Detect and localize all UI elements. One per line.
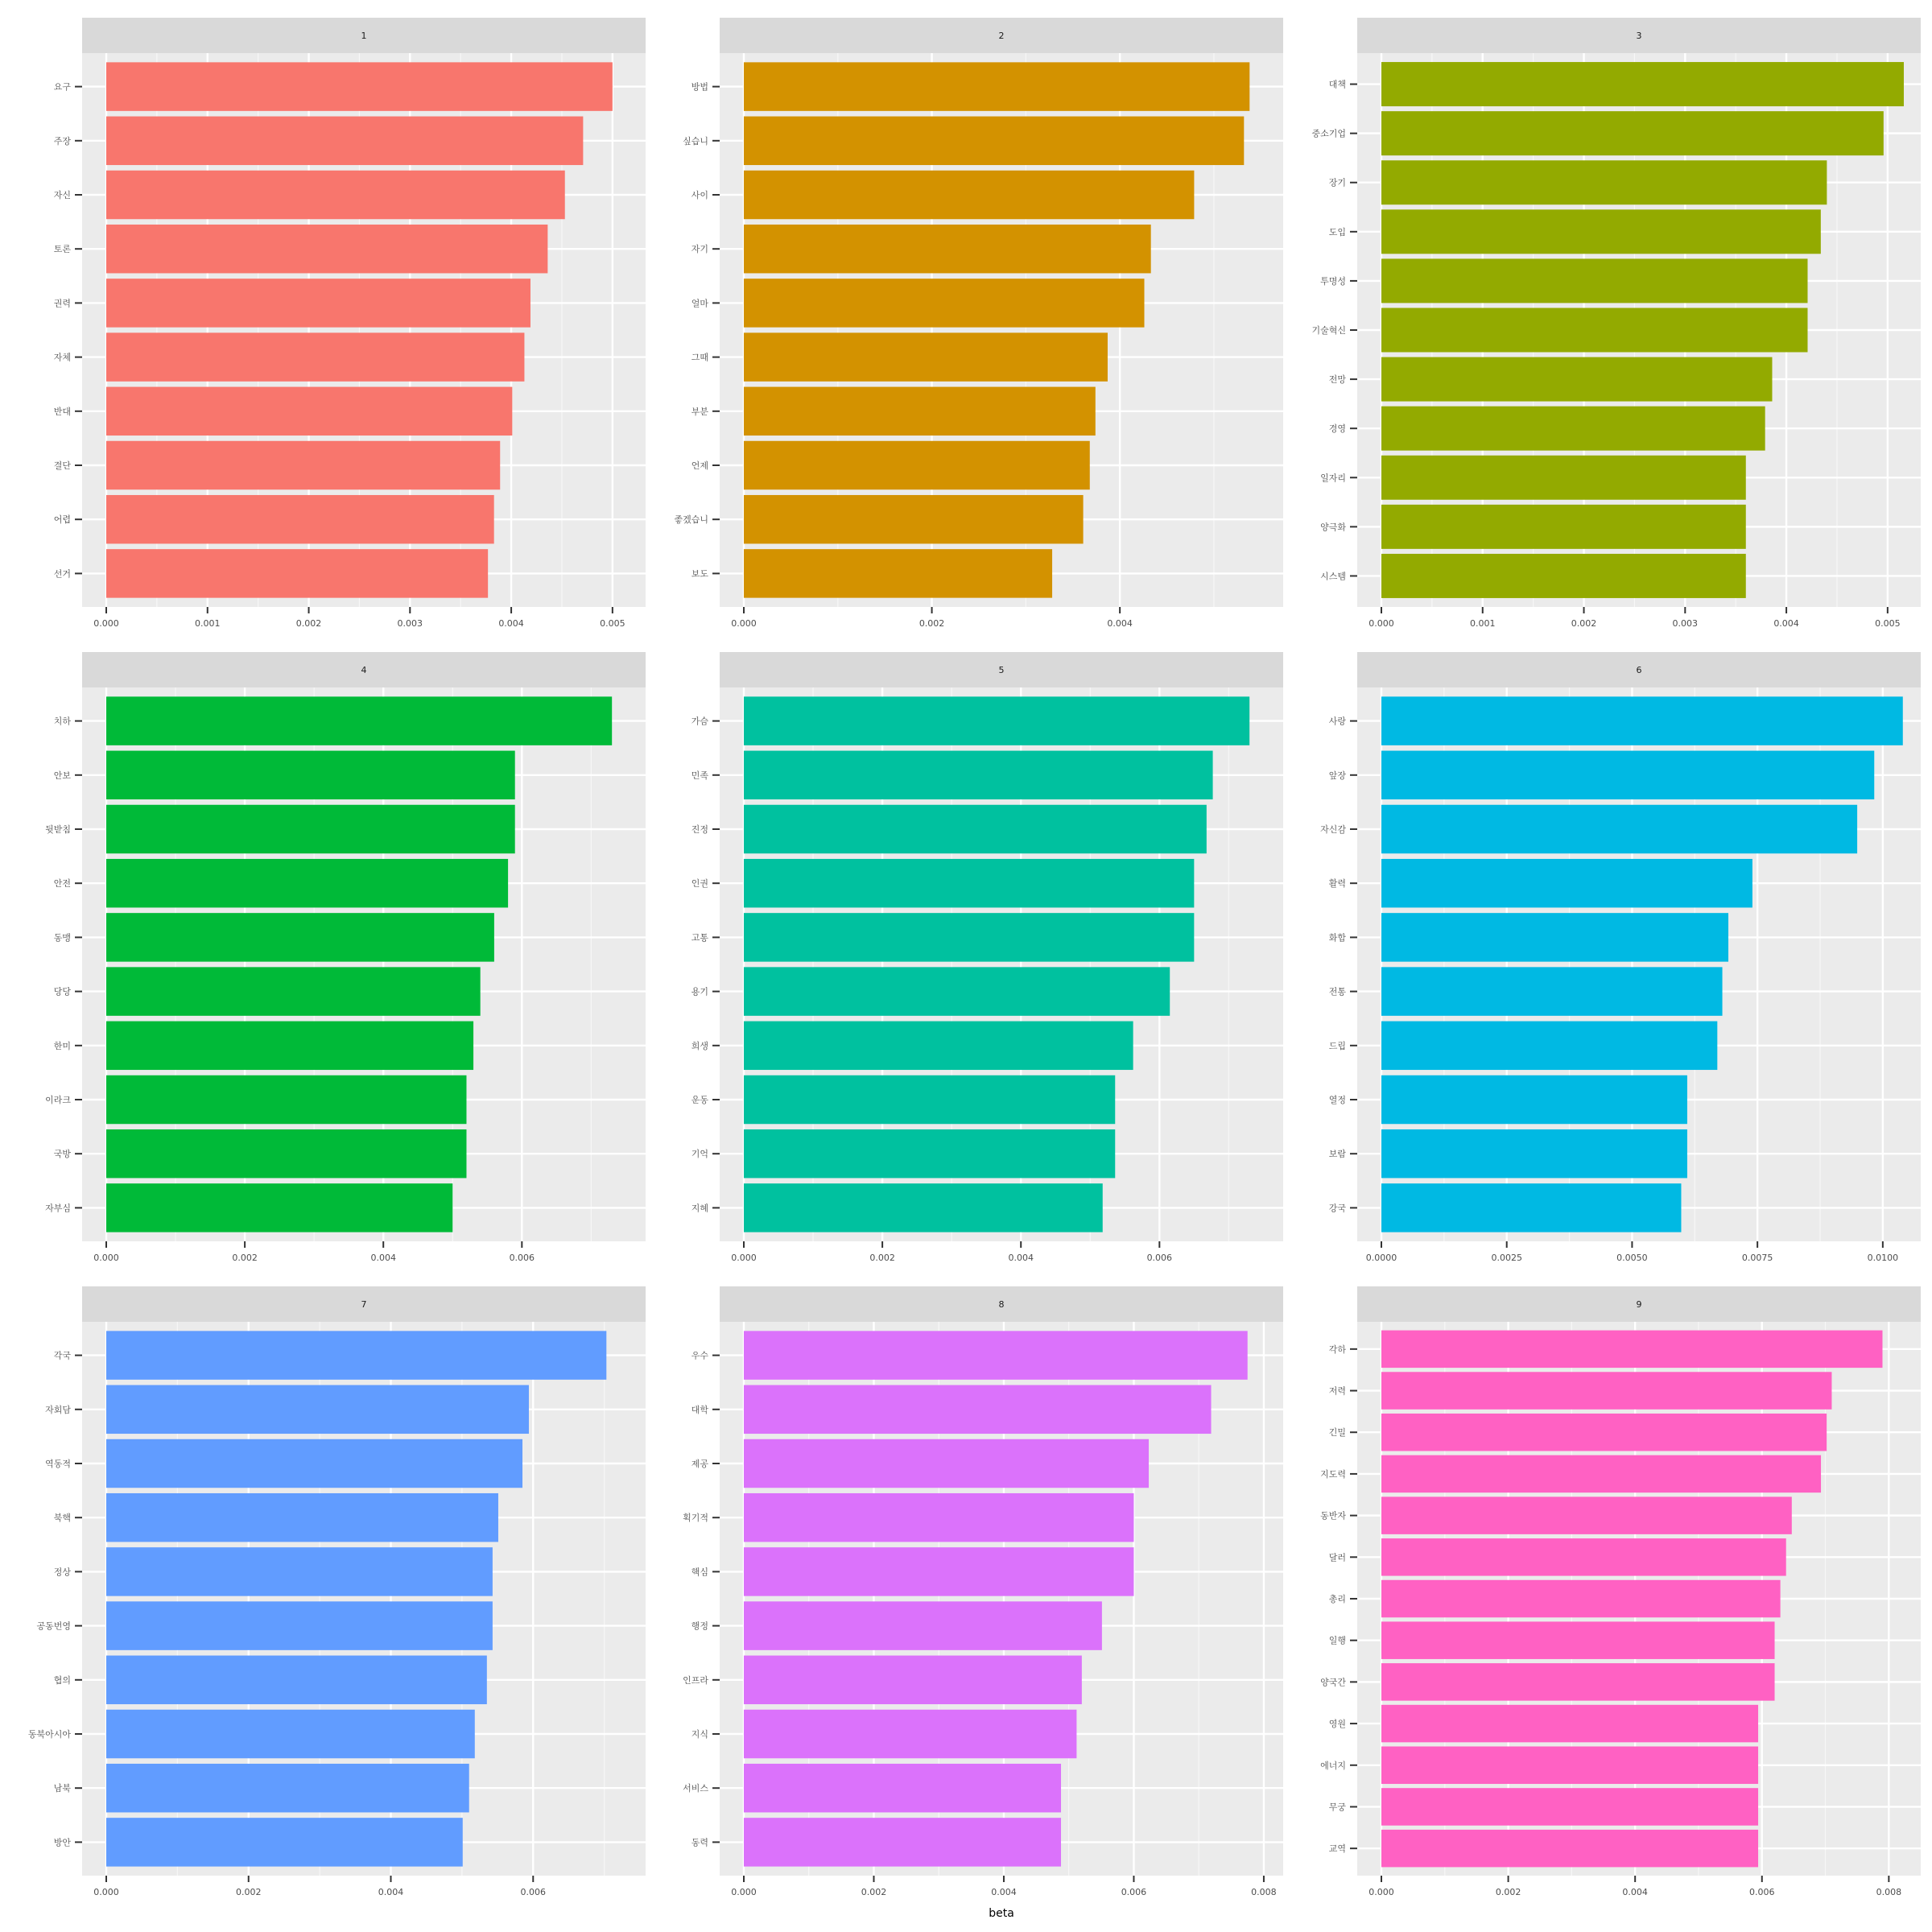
x-tick-label: 0.000 (1368, 618, 1394, 629)
facet-strip-label: 8 (998, 1299, 1005, 1310)
bar-핵심 (744, 1547, 1133, 1596)
facet-strip-label: 6 (1636, 665, 1642, 675)
y-tick-label: 고통 (691, 932, 708, 943)
bar-부분 (744, 387, 1096, 436)
bar-저력 (1381, 1372, 1831, 1410)
facet-panels (28, 18, 1921, 1897)
y-tick-label: 뒷받침 (45, 824, 71, 835)
x-tick-label: 0.006 (520, 1887, 547, 1897)
bar-기억 (744, 1129, 1115, 1178)
x-tick-label: 0.002 (1571, 618, 1597, 629)
x-tick-label: 0.002 (861, 1887, 887, 1897)
y-tick-label: 동맹 (53, 932, 71, 943)
y-tick-label: 전통 (1328, 986, 1346, 997)
x-tick-label: 0.0025 (1491, 1253, 1522, 1263)
y-tick-label: 강국 (1328, 1203, 1346, 1214)
bar-자부심 (106, 1183, 452, 1232)
x-tick-label: 0.000 (731, 1253, 757, 1263)
y-tick-label: 지도력 (1320, 1468, 1346, 1480)
bar-어렵 (106, 495, 494, 543)
bar-에너지 (1381, 1747, 1758, 1785)
facet-panel-2 (674, 18, 1283, 629)
x-tick-label: 0.002 (869, 1253, 895, 1263)
bar-무궁 (1381, 1788, 1758, 1826)
y-tick-label: 양국간 (1320, 1677, 1346, 1688)
x-tick-label: 0.002 (295, 618, 322, 629)
y-tick-label: 협의 (53, 1674, 71, 1686)
bar-남북 (106, 1764, 469, 1812)
y-tick-label: 언제 (691, 460, 708, 471)
bar-요구 (106, 62, 613, 110)
y-tick-label: 반대 (53, 406, 71, 417)
x-tick-label: 0.000 (731, 618, 757, 629)
bar-각하 (1381, 1331, 1882, 1368)
bar-사이 (744, 171, 1194, 219)
bar-역동적 (106, 1439, 522, 1488)
x-tick-label: 0.004 (991, 1887, 1017, 1897)
bar-자신 (106, 171, 565, 219)
y-tick-label: 한미 (53, 1040, 71, 1051)
facet-panel-8 (683, 1286, 1283, 1897)
y-tick-label: 사랑 (1328, 716, 1346, 727)
y-tick-label: 방법 (691, 81, 708, 93)
bar-인권 (744, 859, 1194, 907)
y-tick-label: 대책 (1328, 79, 1346, 90)
y-tick-label: 권력 (53, 298, 71, 309)
bar-달러 (1381, 1538, 1786, 1576)
bar-행정 (744, 1601, 1102, 1649)
y-tick-label: 열정 (1328, 1095, 1346, 1105)
y-tick-label: 인권 (691, 878, 708, 890)
bar-정상 (106, 1547, 493, 1596)
y-tick-label: 민족 (691, 770, 708, 781)
y-tick-label: 자체 (53, 352, 71, 363)
x-tick-label: 0.003 (1672, 618, 1699, 629)
bar-동력 (744, 1818, 1061, 1866)
y-tick-label: 지혜 (691, 1203, 708, 1214)
bar-각국 (106, 1331, 606, 1379)
bar-자기 (744, 225, 1151, 273)
y-tick-label: 달러 (1328, 1552, 1346, 1563)
bar-지혜 (744, 1183, 1103, 1232)
x-tick-label: 0.004 (498, 618, 524, 629)
y-tick-label: 동력 (691, 1837, 708, 1848)
bar-전통 (1381, 967, 1723, 1015)
y-tick-label: 보람 (1328, 1149, 1346, 1160)
y-tick-label: 각국 (53, 1350, 71, 1361)
x-tick-label: 0.002 (232, 1253, 258, 1263)
bar-안전 (106, 859, 508, 907)
bar-얼마 (744, 279, 1145, 327)
x-tick-label: 0.002 (236, 1887, 262, 1897)
y-tick-label: 요구 (53, 81, 71, 93)
y-tick-label: 저력 (1328, 1385, 1346, 1397)
bar-언제 (744, 441, 1090, 489)
bar-국방 (106, 1129, 466, 1178)
y-tick-label: 방안 (53, 1837, 71, 1848)
x-tick-label: 0.004 (1008, 1253, 1034, 1263)
y-tick-label: 당당 (53, 986, 71, 997)
bar-일행 (1381, 1621, 1775, 1659)
facet-panel-4 (45, 652, 646, 1263)
y-tick-label: 기억 (691, 1149, 708, 1160)
y-tick-label: 영원 (1328, 1719, 1346, 1730)
bar-기술혁신 (1381, 308, 1807, 353)
facet-strip-label: 2 (998, 31, 1005, 41)
y-tick-label: 동반자 (1320, 1510, 1346, 1521)
y-tick-label: 장기 (1328, 177, 1346, 188)
bar-그때 (744, 332, 1108, 381)
bar-장기 (1381, 160, 1827, 204)
y-tick-label: 서비스 (683, 1783, 708, 1794)
y-tick-label: 드립 (1328, 1040, 1346, 1051)
x-tick-label: 0.000 (731, 1887, 757, 1897)
bar-경영 (1381, 407, 1765, 451)
x-tick-label: 0.001 (195, 618, 221, 629)
facet-panel-6 (1320, 652, 1921, 1263)
x-tick-label: 0.004 (1622, 1887, 1648, 1897)
y-tick-label: 획기적 (683, 1513, 708, 1524)
bar-이라크 (106, 1075, 466, 1124)
y-tick-label: 토론 (53, 244, 71, 255)
y-tick-label: 중소기업 (1311, 128, 1346, 139)
y-tick-label: 각하 (1328, 1344, 1346, 1355)
x-tick-label: 0.005 (1875, 618, 1901, 629)
bar-반대 (106, 387, 512, 436)
bar-선거 (106, 549, 488, 597)
bar-자체 (106, 332, 524, 381)
bar-민족 (744, 751, 1213, 799)
y-tick-label: 진정 (691, 824, 708, 835)
bar-동반자 (1381, 1496, 1792, 1534)
y-tick-label: 용기 (691, 986, 708, 997)
bar-지식 (744, 1710, 1076, 1758)
bar-사랑 (1381, 696, 1903, 745)
y-tick-label: 국방 (53, 1149, 71, 1160)
bar-안보 (106, 751, 515, 799)
bar-공동번영 (106, 1601, 493, 1649)
bar-용기 (744, 967, 1170, 1015)
x-tick-label: 0.002 (919, 618, 945, 629)
y-tick-label: 얼마 (691, 298, 708, 309)
y-tick-label: 좋겠습니 (674, 514, 708, 526)
bar-양극화 (1381, 505, 1746, 549)
y-tick-label: 부분 (691, 406, 708, 417)
y-tick-label: 역동적 (45, 1459, 71, 1469)
bar-희생 (744, 1022, 1133, 1070)
bar-인프라 (744, 1656, 1082, 1704)
x-tick-label: 0.000 (1368, 1887, 1394, 1897)
x-tick-label: 0.0050 (1616, 1253, 1648, 1263)
bar-긴밀 (1381, 1414, 1827, 1451)
bar-보도 (744, 549, 1052, 597)
x-tick-label: 0.004 (370, 1253, 396, 1263)
bar-보람 (1381, 1129, 1687, 1178)
bar-제공 (744, 1439, 1149, 1488)
y-tick-label: 기술혁신 (1311, 325, 1346, 336)
facet-panel-3 (1311, 18, 1921, 629)
y-tick-label: 무궁 (1328, 1802, 1346, 1813)
bar-지도력 (1381, 1455, 1821, 1493)
x-tick-label: 0.006 (1121, 1887, 1147, 1897)
x-tick-label: 0.004 (1107, 618, 1133, 629)
y-tick-label: 안보 (53, 770, 71, 781)
x-tick-label: 0.004 (1773, 618, 1799, 629)
y-tick-label: 보도 (691, 568, 708, 580)
bar-자회담 (106, 1385, 529, 1434)
bar-가슴 (744, 696, 1249, 745)
y-tick-label: 치하 (53, 716, 71, 727)
x-tick-label: 0.006 (1749, 1887, 1775, 1897)
bar-투명성 (1381, 258, 1807, 303)
bar-치하 (106, 696, 612, 745)
x-tick-label: 0.008 (1876, 1887, 1902, 1897)
facet-panel-5 (691, 652, 1283, 1263)
y-tick-label: 사이 (691, 190, 708, 200)
facet-strip-label: 5 (998, 665, 1005, 675)
y-tick-label: 남북 (53, 1783, 71, 1794)
bar-우수 (744, 1331, 1248, 1379)
y-tick-label: 활력 (1328, 878, 1346, 890)
bar-대책 (1381, 62, 1904, 106)
y-tick-label: 경영 (1328, 423, 1346, 435)
x-tick-label: 0.0000 (1365, 1253, 1397, 1263)
y-tick-label: 도입 (1328, 226, 1346, 237)
x-tick-label: 0.005 (600, 618, 625, 629)
x-tick-label: 0.003 (397, 618, 423, 629)
y-tick-label: 제공 (691, 1459, 708, 1469)
y-tick-label: 공동번영 (36, 1620, 71, 1632)
y-tick-label: 싶습니 (683, 135, 708, 147)
bar-시스템 (1381, 554, 1746, 598)
facet-strip-label: 4 (361, 665, 367, 675)
x-axis-title: beta (989, 1907, 1014, 1920)
bar-진정 (744, 805, 1207, 853)
x-tick-label: 0.002 (1495, 1887, 1521, 1897)
y-tick-label: 핵심 (691, 1567, 708, 1578)
y-tick-label: 동북아시아 (27, 1729, 71, 1740)
bar-권력 (106, 279, 530, 327)
bar-획기적 (744, 1493, 1133, 1542)
bar-서비스 (744, 1764, 1061, 1812)
y-tick-label: 안전 (53, 878, 71, 890)
y-tick-label: 가슴 (691, 716, 708, 727)
bar-자신감 (1381, 805, 1857, 853)
y-tick-label: 긴밀 (1328, 1427, 1346, 1439)
bar-도입 (1381, 209, 1821, 254)
bar-당당 (106, 967, 481, 1015)
y-tick-label: 총리 (1328, 1594, 1346, 1604)
y-tick-label: 운동 (691, 1095, 708, 1105)
y-tick-label: 일행 (1328, 1635, 1346, 1646)
bar-주장 (106, 117, 583, 165)
facet-strip-label: 1 (361, 31, 367, 41)
y-tick-label: 양극화 (1320, 522, 1346, 533)
x-tick-label: 0.004 (378, 1887, 404, 1897)
facet-strip-label: 7 (361, 1299, 367, 1310)
y-tick-label: 선거 (53, 568, 71, 580)
x-tick-label: 0.001 (1470, 618, 1496, 629)
bar-동맹 (106, 913, 494, 961)
y-tick-label: 전망 (1328, 374, 1346, 386)
bar-일자리 (1381, 456, 1746, 500)
bar-총리 (1381, 1580, 1781, 1618)
bar-전망 (1381, 357, 1772, 402)
bar-협의 (106, 1656, 487, 1704)
bar-좋겠습니 (744, 495, 1084, 543)
x-tick-label: 0.006 (1146, 1253, 1173, 1263)
x-tick-label: 0.000 (93, 618, 119, 629)
y-tick-label: 투명성 (1320, 275, 1346, 287)
y-tick-label: 주장 (53, 135, 71, 147)
bar-중소기업 (1381, 111, 1884, 155)
y-tick-label: 결단 (53, 460, 71, 471)
bar-양국간 (1381, 1663, 1775, 1701)
facet-strip-label: 9 (1636, 1299, 1642, 1310)
x-tick-label: 0.000 (93, 1253, 119, 1263)
bar-교역 (1381, 1830, 1758, 1868)
y-tick-label: 우수 (691, 1350, 708, 1361)
y-tick-label: 교역 (1328, 1843, 1346, 1855)
facet-strip-label: 3 (1636, 31, 1642, 41)
bar-열정 (1381, 1075, 1687, 1124)
y-tick-label: 자부심 (45, 1203, 71, 1214)
bar-한미 (106, 1022, 473, 1070)
y-tick-label: 시스템 (1320, 571, 1346, 582)
y-tick-label: 앞장 (1328, 770, 1346, 781)
y-tick-label: 화합 (1328, 932, 1346, 943)
y-tick-label: 자신감 (1320, 824, 1346, 835)
bar-운동 (744, 1075, 1115, 1124)
facet-panel-9 (1320, 1286, 1921, 1897)
x-tick-label: 0.0100 (1867, 1253, 1899, 1263)
y-tick-label: 자회담 (45, 1404, 71, 1415)
bar-고통 (744, 913, 1194, 961)
y-tick-label: 지식 (691, 1729, 708, 1740)
bar-강국 (1381, 1183, 1681, 1232)
bar-화합 (1381, 913, 1728, 961)
x-tick-label: 0.008 (1251, 1887, 1277, 1897)
bar-드립 (1381, 1022, 1717, 1070)
y-tick-label: 대학 (691, 1404, 708, 1415)
y-tick-label: 자기 (691, 244, 708, 255)
y-tick-label: 희생 (691, 1040, 708, 1051)
bar-대학 (744, 1385, 1212, 1434)
y-tick-label: 정상 (53, 1567, 71, 1578)
bar-토론 (106, 225, 547, 273)
bar-앞장 (1381, 751, 1874, 799)
y-tick-label: 인프라 (683, 1674, 708, 1686)
y-tick-label: 일자리 (1320, 473, 1346, 484)
bar-북핵 (106, 1493, 498, 1542)
y-tick-label: 에너지 (1320, 1760, 1346, 1771)
y-tick-label: 행정 (691, 1620, 708, 1632)
bar-활력 (1381, 859, 1752, 907)
y-tick-label: 어렵 (53, 514, 71, 526)
bar-영원 (1381, 1705, 1758, 1743)
x-tick-label: 0.000 (93, 1887, 119, 1897)
y-tick-label: 자신 (53, 190, 71, 200)
bar-결단 (106, 441, 500, 489)
bar-방안 (106, 1818, 463, 1866)
y-tick-label: 이라크 (45, 1095, 71, 1105)
x-tick-label: 0.006 (509, 1253, 535, 1263)
y-tick-label: 북핵 (53, 1513, 71, 1524)
y-tick-label: 그때 (691, 352, 708, 363)
facet-panel-1 (54, 18, 646, 629)
bar-뒷받침 (106, 805, 515, 853)
bar-방법 (744, 62, 1249, 110)
bar-동북아시아 (106, 1710, 475, 1758)
bar-싶습니 (744, 117, 1244, 165)
x-tick-label: 0.0075 (1741, 1253, 1773, 1263)
facet-panel-7 (28, 1286, 646, 1897)
